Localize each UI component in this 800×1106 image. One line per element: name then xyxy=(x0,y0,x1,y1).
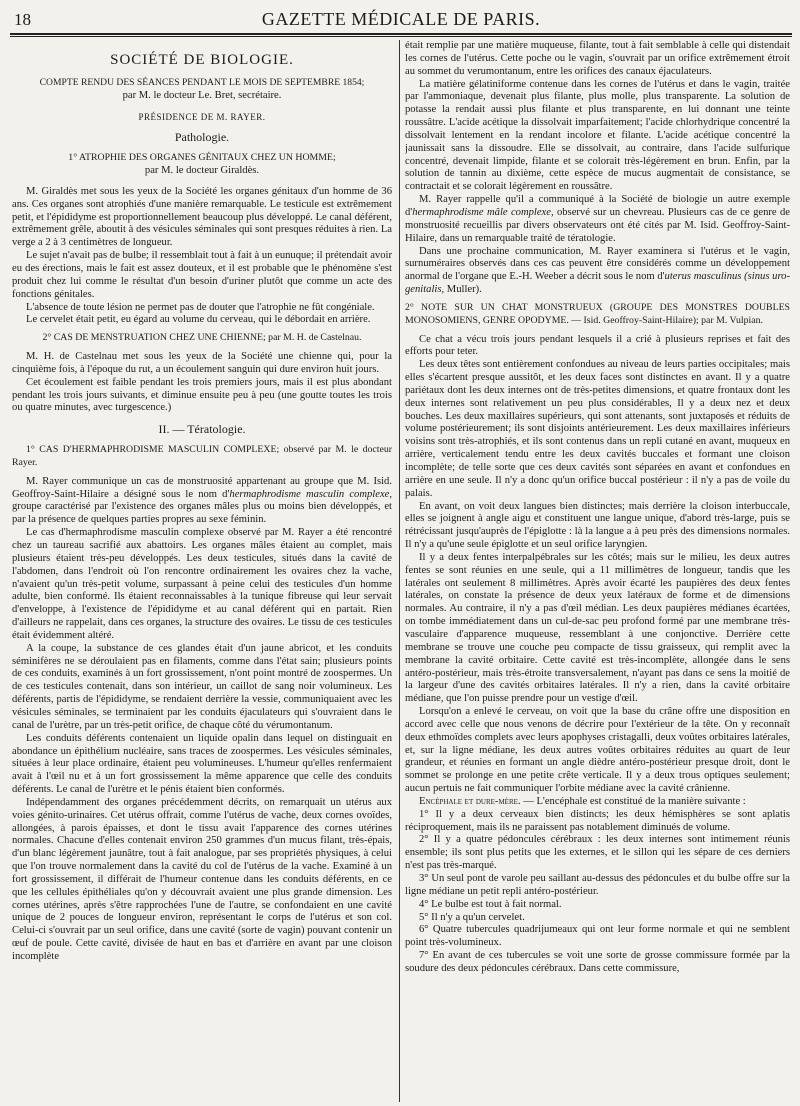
section-teratologie: II. — Tératologie. xyxy=(158,422,246,437)
page-header xyxy=(10,6,792,32)
right-p4-start: Dans une prochaine communication, M. Rayer examinera si l'utérus et le vagin, surnuméraires observés dans ces cas peuvent être considérés comme un développement anormal de l'organe que E.-H. Weeber a décrit sous le nom d' xyxy=(405,245,790,283)
left-p7-italic: hermaphrodisme masculin complexe, xyxy=(229,488,392,500)
list-item-1: 1° Il y a deux cerveaux bien distincts; les deux hémisphères se sont aplatis réciproquement, mais ils ne paraissent pas notablement diminués de volume. xyxy=(405,808,790,833)
left-paragraph-4: Le cervelet était petit, eu égard au volume du cerveau, qui le débordait en arrière. xyxy=(26,314,371,326)
presidence: PRÉSIDENCE DE M. RAYER. xyxy=(138,111,266,122)
right-p4-italic: uterus masculinus (sinus uro-genitalis, xyxy=(405,271,790,296)
left-paragraph-2: Le sujet n'avait pas de bulbe; il ressemblait tout à fait à un eunuque; il prétendait avoir eu des érections, mais le fait est assez douteux, et il est probable que le phénomène s'est produit chez lui comme le résultat d'un besoin d'uriner plutôt que comme un acte des fonctions génitales. xyxy=(12,250,392,300)
item1-author: par M. le docteur Giraldès. xyxy=(144,165,260,177)
right-paragraph-4 xyxy=(405,246,790,297)
list-item-3: 3° Un seul pont de varole peu saillant au-dessus des pédoncules et du bulbe offre sur la ligne médiane un petit repli antéro-postérieur. xyxy=(405,873,790,897)
right-paragraph-1: était remplie par une matière muqueuse, filante, tout à fait semblable à celle qui distendait les cornes de l'utérus. Cette poche ou le vagin, s'ouvrait par un orifice extrêmement étroit au sommet du verumontanum, entre les orifices des canaux éjaculateurs. xyxy=(405,40,790,77)
list-item-4: 4° Le bulbe est tout à fait normal. xyxy=(419,898,562,910)
right-paragraph-7: En avant, on voit deux langues bien distinctes; mais derrière la cloison interbuccale, elles se joignent à angle aigu et constituent une langue unique, d'abord très-large, puis se rétrécissant jusqu'auprès de l'épiglotte : là la langue a à peu près des dimensions normales. Il n'y a qu'une seule épiglotte et un seul orifice laryngien. xyxy=(405,500,790,551)
right-p4-end: Muller). xyxy=(444,284,482,296)
right-p10-heading: Encéphale et dure-mère. xyxy=(419,795,521,807)
left-paragraph-1: M. Giraldès met sous les yeux de la Société les organes génitaux d'un homme de 36 ans. Ces organes sont atrophiés d'une manière remarquable. Le testicule est extrêmement petit, et l'épididyme est proportionnellement beaucoup plus développé. Le canal déférent, extrêmement grêle, aboutit à des vésicules séminales qui sont presques réduites à rien. La verge a 2 à 3 centimètres de longueur. xyxy=(12,185,392,249)
right-p3-end: observé sur un chevreau. Plusieurs cas de ce genre de monstruosité recueillis par divers observateurs ont été cités par M. Isid. Geoffroy-Saint-Hilaire, dans un remarquable traité de tératologie. xyxy=(405,206,790,244)
item1-title: 1° ATROPHIE DES ORGANES GÉNITAUX CHEZ UN HOMME; xyxy=(68,152,336,164)
header-rule-thin xyxy=(10,36,792,37)
right-paragraph-5: Ce chat a vécu trois jours pendant lesquels il a crié à plusieurs reprises et fait des efforts pour teter. xyxy=(405,333,790,358)
section-pathologie: Pathologie. xyxy=(174,130,230,145)
journal-title: GAZETTE MÉDICALE DE PARIS. xyxy=(261,9,541,29)
left-p7-end: groupe caractérisé par l'existence des organes mâles plus ou moins bien développés, et par la présence de quelques parties propres au sexe féminin. xyxy=(12,501,392,526)
right-paragraph-10 xyxy=(405,796,790,809)
right-paragraph-8: Il y a deux fentes interpalpébrales sur les côtés; mais sur le milieu, les deux autres fentes se sont réunies en une seule, qui a 11 millimètres de longueur, tandis que les latérales ont seulement 8 millimètres. Après avoir écarté les paupières des deux fentes latérales, on constate la présence de deux yeux latéraux de forme et de dimensions normales. Au contraire, il n'y a pas d'œil médian. Les deux paupières médianes écartées, on tombe immédiatement dans un cul-de-sac peu profond formé par une membrane très-vasculaire d'apparence muqueuse, ressemblant à une conjonctive. Derrière cette membrane se trouve une couche peu compacte de tissu graisseux, qui remplit avec la membrane la cavité orbitaire. Cette cavité est très-incomplète, allongée dans le sens antéro-postérieur, mais très-étroite transversalement, n'ayant pas dans ce sens la moitié de la largeur d'une des cavités orbitaires latérales. Il n'y a rien, dans la cavité orbitaire médiane, que l'on puisse prendre pour un vestige d'œil. xyxy=(405,551,790,705)
right-column xyxy=(405,40,790,1102)
right-item-title: 2° NOTE SUR UN CHAT MONSTRUEUX (GROUPE DES MONSTRES DOUBLES MONOSOMIENS, GENRE OPODYME. — Isid. Geoffroy-Saint-Hilaire); par M. Vulpian. xyxy=(405,301,790,326)
left-paragraph-10: Les conduits déférents contenaient un liquide opalin dans lequel on distinguait en abondance un épithélium nucléaire, sans traces de zoospermes. Les vésicules séminales, situées à leur place ordinaire, étaient peu volumineuses. L'humeur qu'elles renfermaient avait à l'œil nu et à un fort grossissement la même apparence que celle des conduits déférents. Le canal de l'urètre et le pénis étaient bien conformés. xyxy=(12,732,392,796)
report-line-1: COMPTE RENDU DES SÉANCES PENDANT LE MOIS DE SEPTEMBRE 1854; xyxy=(39,76,365,88)
column-divider xyxy=(399,40,400,1102)
list-item-5: 5° Il n'y a qu'un cervelet. xyxy=(419,911,525,923)
list-item-6: 6° Quatre tubercules quadrijumeaux qui ont leur forme normale et qui ne semblent point très-volumineux. xyxy=(405,924,790,949)
right-p10-text: — L'encéphale est constitué de la manière suivante : xyxy=(520,795,746,807)
right-p3-start: M. Rayer rappelle qu'il a communiqué à la Société de biologie un autre exemple d' xyxy=(405,194,790,218)
right-paragraph-6: Les deux têtes sont entièrement confondues au niveau de leurs parties occipitales; mais elles s'écartent presque aussitôt, et les deux faces sont distinctes en avant. Il y a quatre pariétaux dont les deux internes ont de très-petites dimensions, et quatre frontaux dont les deux internes sont relativement un peu plus considérables, Il y a deux nez et deux bouches. Les deux maxillaires supérieurs, qui sont attenants, sont juxtaposés et réduits de volume postérieurement; ils sont disjoints antérieurement. Les deux maxillaires inférieurs voisins sont très-atrophiés, et ils sont contenus dans un repli cutané en avant, muqueux en arrière, verticalement tendu entre les deux cavités buccales et formant une cloison incomplète; de telle sorte que ces deux cavités sont séparées en avant et confondues en arrière en une seule. Il n'y a donc qu'un orifice buccal postérieur : il n'y a pas de voile du palais. xyxy=(405,359,790,499)
left-paragraph-5: M. H. de Castelnau met sous les yeux de la Société une chienne qui, pour la cinquième fois, à l'époque du rut, a un écoulement sanguin qui dure environ huit jours. xyxy=(12,351,392,375)
list-item-2: 2° Il y a quatre pédoncules cérébraux : les deux internes sont intimement réunis ensemble; ils sont plus petits que les externes, et le sillon qui les sépare de ces derniers n'est pas très-marqué. xyxy=(405,834,790,872)
left-paragraph-3: L'absence de toute lésion ne permet pas de douter que l'atrophie ne fût congéniale. xyxy=(26,301,375,313)
page-number: 18 xyxy=(14,10,31,29)
right-paragraph-3 xyxy=(405,194,790,245)
left-paragraph-7 xyxy=(12,476,392,527)
society-title: SOCIÉTÉ DE BIOLOGIE. xyxy=(110,52,294,68)
right-paragraph-9: Lorsqu'on a enlevé le cerveau, on voit que la base du crâne offre une disposition en accord avec celle que nous venons de décrire pour l'extérieur de la tête. On y reconnaît deux ethmoïdes complets avec leurs apophyses cristagalli, deux voûtes orbitaires latérales, et, sur la ligne médiane, les deux autres voûtes orbitaires réduites au quart de leur grandeur, et réunies en formant un angle dièdre antéro-postérieur presque droit, dont le sommet se prolonge en une petite crête verticale. Il y a deux trous optiques seulement; aucun pertuis ne fait communiquer l'orbite médiane avec la cavité crânienne. xyxy=(405,706,790,795)
left-paragraph-9: A la coupe, la substance de ces glandes était d'un jaune abricot, et les conduits séminifères ne se déroulaient pas en filaments, comme dans l'état sain; plusieurs points de ces conduits, examinés à un fort grossissement, n'ont point montré de zoospermes. Un de ces testicules contenait, dans son intérieur, un caillot de sang noir volumineux. Les déférents, partis de l'épididyme, se rendaient derrière la vessie, communiquaient avec les vésicules séminales, se terminaient par les conduits éjaculateurs qui s'ouvraient dans le canal de l'urètre, par un très-petit orifice, de chaque côté du vérumontanum. xyxy=(12,642,392,731)
left-column xyxy=(12,42,392,1104)
right-p3-italic: hermaphrodisme mâle complexe, xyxy=(412,206,554,218)
list-item-7: 7° En avant de ces tubercules se voit une sorte de grosse commissure formée par la soudure des deux pédoncules cérébraux. Dans cette commissure, xyxy=(405,950,790,974)
left-paragraph-6: Cet écoulement est faible pendant les trois premiers jours, mais il est plus abondant pendant les trois jours suivants, et diminue ensuite peu à peu (une goutte toutes les trois ou quatre minutes, avec turgescence.) xyxy=(12,376,392,414)
left-paragraph-8: Le cas d'hermaphrodisme masculin complexe observé par M. Rayer a été rencontré chez un taureau sacrifié aux abattoirs. Les organes mâles étaient au complet, mais plusieurs étaient très-peu développés. Les deux testicules, situés dans la cavité de l'abdomen, dans l'endroit où l'on rencontre ordinairement les ovaires chez la vache, n'avaient qu'un très-petit volume, surpassant à peine celui des testicules d'un homme adulte, bien conformé. Ils étaient reconnaissables à la tunique fibreuse qui leur servait d'enveloppe, à l'existence de l'épididyme et au canal déférent qui en partait. Rien d'ailleurs ne rappelait, dans ces organes, la structure des ovaires. Le tissu de ces testicules était évidemment altéré. xyxy=(12,527,392,641)
right-paragraph-2: La matière gélatiniforme contenue dans les cornes de l'utérus et dans le vagin, traitée par l'ammoniaque, devenait plus filante, plus molle, plus transparente. La solution de potasse la rendait aussi plus filante et plus transparente, en lui donnant une teinte roussâtre. L'acide acétique la dissolvait imparfaitement; l'acide chlorhydrique concentré la dissolvait lentement en la rendant incolore et filante. L'acide acétique concentré la jaunissait sans la dissoudre. Elle se dissolvait, au contraire, dans l'acide sulfurique concentré, devenait limpide, filante et se colorait très-légèrement en brun. Enfin, par la solution de tannin au dixième, cette espèce de mucus augmentait de consistance, se contractait et se colorait légèrement en roussâtre. xyxy=(405,78,790,193)
report-line-2: par M. le docteur Le. Bret, secrétaire. xyxy=(122,89,282,101)
left-p7-start: M. Rayer communique un cas de monstruosité appartenant au groupe que M. Isid. Geoffroy-Saint-Hilaire a désigné sous le nom d' xyxy=(12,475,392,500)
item2-title: 2° CAS DE MENSTRUATION CHEZ UNE CHIENNE; par M. H. de Castelnau. xyxy=(42,332,362,344)
left-paragraph-11: Indépendamment des organes précédemment décrits, on remarquait un utérus aux voies génito-urinaires. Cet utérus offrait, comme l'utérus de vache, deux cornes ovoïdes, allongées, à parois épaisses, et dont le tissu avait l'apparence des cornes utérines normales. Chacune d'elles contenait environ 250 grammes d'un mucus filant, très-épais, d'un blanc légèrement jaunâtre, tout à fait analogue, par ses propriétés physiques, à celui que l'on trouve normalement dans la cavité du col de l'utérus de la vache. Examiné à un fort grossissement, il différait de l'humeur contenue dans les conduits déférents, en ce que les cellules épithéliales qu'on y découvrait avaient une plus grande dimension. Les cornes utérines, après s'être rapprochées l'une de l'autre, se confondaient en une cavité unique de 2 pouces de longueur environ, représentant le corps de l'utérus et son col. Celui-ci s'ouvrait par un seul orifice, dans une cavité (sorte de vagin) pouvant contenir un œuf de poule. Cette cavité, divisée de haut en bas et d'arrière en avant par une cloison incomplète xyxy=(12,796,392,962)
item3-title: 1° CAS D'HERMAPHRODISME MASCULIN COMPLEXE; observé par M. le docteur Rayer. xyxy=(12,444,392,468)
header-rule xyxy=(10,33,792,35)
